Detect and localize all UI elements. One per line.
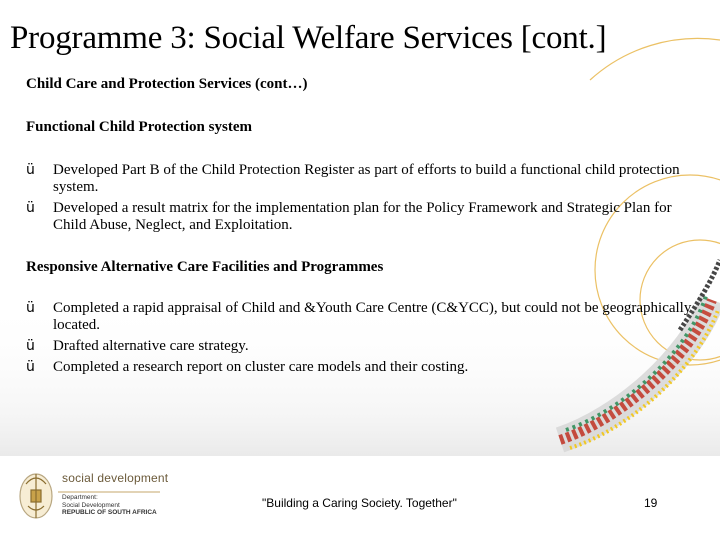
check-icon: ü [26, 359, 35, 375]
slide-title: Programme 3: Social Welfare Services [cont.] [10, 20, 607, 56]
list-item [26, 300, 696, 334]
list-item [26, 200, 696, 234]
page-number: 19 [644, 496, 658, 510]
sub-heading-functional-child-protection: Functional Child Protection system [26, 119, 252, 135]
check-icon: ü [26, 338, 35, 354]
list-item [26, 359, 696, 376]
department-line: Social Development [62, 501, 120, 509]
check-icon: ü [26, 300, 35, 316]
checklist-alternative-care [26, 300, 696, 380]
list-item [26, 162, 696, 196]
section-heading: Child Care and Protection Services (cont…) [26, 76, 308, 92]
list-item-text: Completed a rapid appraisal of Child and &Youth Care Centre (C&YCC), but could not be geographically located. [53, 300, 692, 333]
check-icon: ü [26, 162, 35, 178]
list-item-text: Drafted alternative care strategy. [53, 338, 249, 354]
list-item [26, 338, 696, 355]
check-icon: ü [26, 200, 35, 216]
footer-slogan: "Building a Caring Society. Together" [262, 496, 457, 510]
department-name: social development [62, 471, 169, 485]
department-line: REPUBLIC OF SOUTH AFRICA [62, 509, 157, 516]
list-item-text: Completed a research report on cluster care models and their costing. [53, 359, 469, 375]
sub-heading-alternative-care: Responsive Alternative Care Facilities and Programmes [26, 259, 384, 275]
list-item-text: Developed a result matrix for the implementation plan for the Policy Framework and Strategic Plan for Child Abuse, Neglect, and Exploitation. [53, 200, 672, 233]
department-line: Department: [62, 494, 98, 501]
checklist-child-protection [26, 162, 696, 238]
list-item-text: Developed Part B of the Child Protection Register as part of efforts to build a functional child protection system. [53, 162, 680, 195]
department-details [62, 494, 157, 517]
